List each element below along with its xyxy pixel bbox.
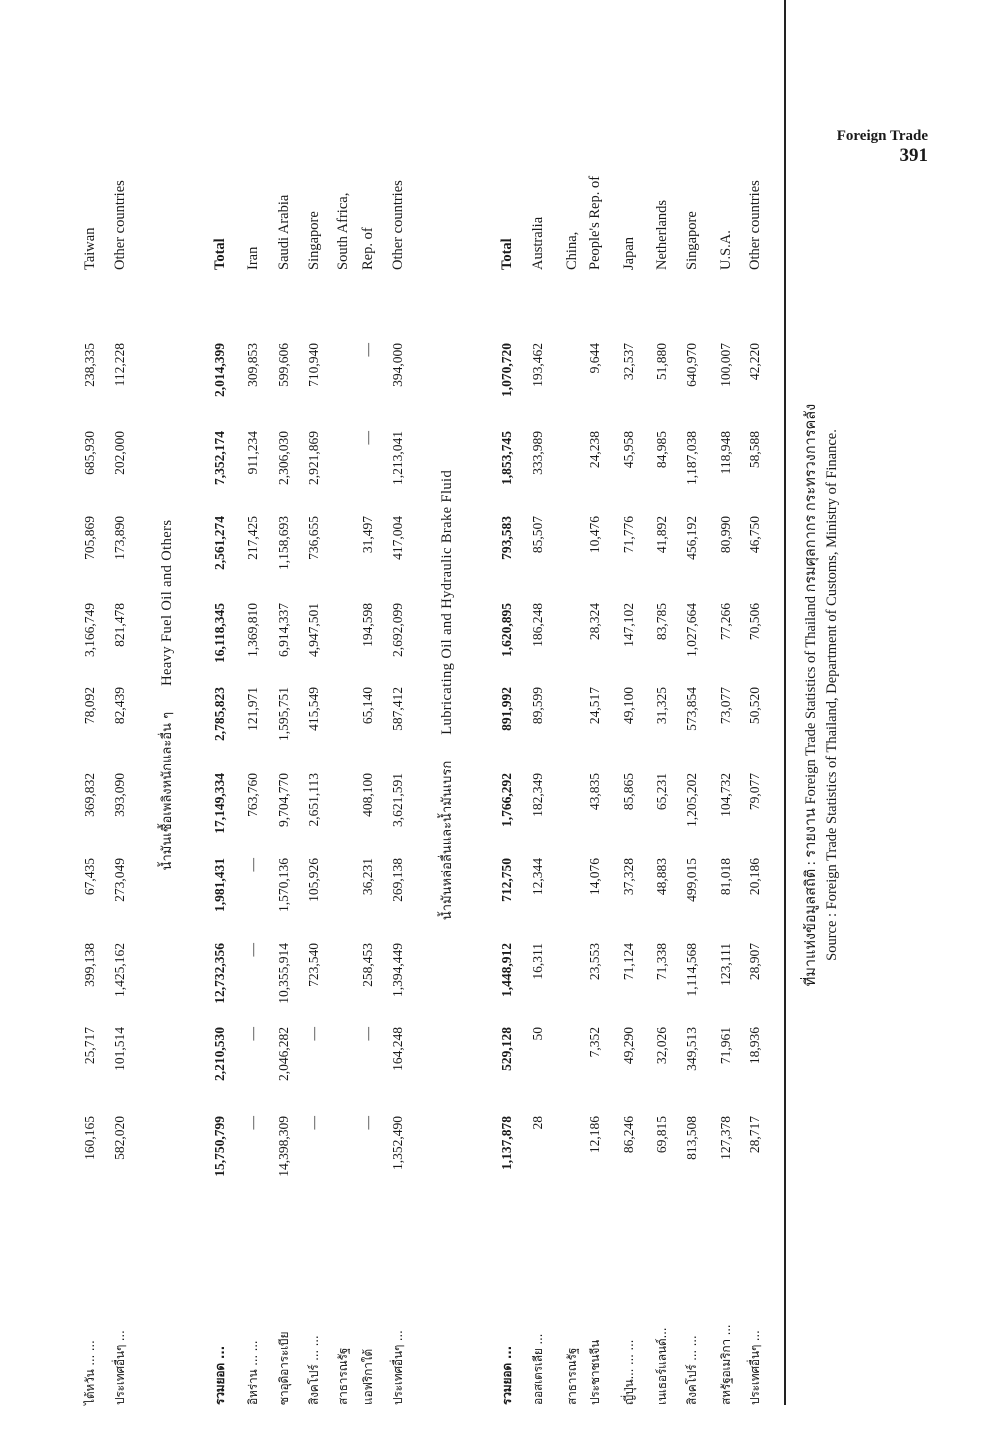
- cell-value: 813,508: [684, 1116, 699, 1160]
- cell-value: 28,907: [747, 943, 762, 981]
- row-label-english: Japan: [621, 236, 637, 270]
- cell-value: 82,439: [112, 687, 127, 725]
- cell-value: 10,476: [587, 516, 602, 554]
- row-label-thai: ประเทศอื่นๆ ...: [748, 1330, 762, 1405]
- cell-value: 43,835: [587, 773, 602, 811]
- cell-value: 1,394,449: [390, 943, 405, 997]
- cell-value: 69,815: [654, 1116, 669, 1154]
- cell-value: 193,462: [530, 343, 545, 387]
- row-label-thai: เนเธอร์แลนด์...: [655, 1327, 669, 1405]
- cell-value: 58,588: [747, 431, 762, 469]
- row-label-english: Rep. of: [360, 227, 376, 270]
- row-label-thai: รวมยอด ...: [213, 1346, 227, 1405]
- cell-value: 349,513: [684, 1027, 699, 1071]
- cell-value: —: [360, 431, 375, 445]
- section-title-thai: น้ำมันเชื้อเพลิงหนักและอื่น ๆ: [160, 711, 175, 871]
- cell-value: 573,854: [684, 687, 699, 731]
- cell-value: 112,228: [112, 343, 127, 387]
- cell-value: 821,478: [112, 603, 127, 647]
- cell-value: 2,306,030: [276, 431, 291, 485]
- row-label-english: Australia: [530, 216, 546, 270]
- cell-value: 408,100: [360, 773, 375, 817]
- section-heading: [437, 0, 457, 1405]
- cell-value: —: [245, 1027, 260, 1041]
- cell-value: 2,692,099: [390, 603, 405, 657]
- cell-value: 81,018: [718, 858, 733, 896]
- cell-value: 1,448,912: [499, 943, 514, 997]
- cell-value: 42,220: [747, 343, 762, 381]
- cell-value: 6,914,337: [276, 603, 291, 657]
- cell-value: 14,076: [587, 858, 602, 896]
- row-label-thai: ซาอุดิอาระเบีย: [277, 1331, 291, 1405]
- cell-value: 1,137,878: [499, 1116, 514, 1170]
- cell-value: 7,352,174: [212, 431, 227, 485]
- cell-value: 269,138: [390, 858, 405, 902]
- cell-value: 10,355,914: [276, 943, 291, 1004]
- cell-value: 24,238: [587, 431, 602, 469]
- cell-value: 2,561,274: [212, 516, 227, 570]
- cell-value: 1,766,292: [499, 773, 514, 827]
- cell-value: 65,140: [360, 687, 375, 725]
- page-header: [837, 128, 928, 167]
- cell-value: 147,102: [621, 603, 636, 647]
- row-label-thai: ประเทศอื่นๆ ...: [391, 1330, 405, 1405]
- cell-value: 763,760: [245, 773, 260, 817]
- cell-value: 309,853: [245, 343, 260, 387]
- cell-value: 186,248: [530, 603, 545, 647]
- cell-value: 529,128: [499, 1027, 514, 1071]
- cell-value: 100,007: [718, 343, 733, 387]
- cell-value: 67,435: [82, 858, 97, 896]
- section-heading: [157, 0, 177, 1405]
- cell-value: 599,606: [276, 343, 291, 387]
- cell-value: 12,344: [530, 858, 545, 896]
- row-label-thai: สิงคโปร์ ... ...: [307, 1335, 321, 1405]
- cell-value: 123,111: [718, 943, 733, 986]
- cell-value: 705,869: [82, 516, 97, 560]
- cell-value: 1,187,038: [684, 431, 699, 485]
- cell-value: 45,958: [621, 431, 636, 469]
- row-label-thai: สาธารณรัฐ: [336, 1347, 350, 1405]
- cell-value: 78,092: [82, 687, 97, 725]
- cell-value: 49,290: [621, 1027, 636, 1065]
- row-label-english: People's Rep. of: [587, 175, 603, 270]
- cell-value: —: [360, 1116, 375, 1130]
- cell-value: 41,892: [654, 516, 669, 554]
- cell-value: 24,517: [587, 687, 602, 725]
- cell-value: 50: [530, 1027, 545, 1041]
- cell-value: 65,231: [654, 773, 669, 811]
- cell-value: 86,246: [621, 1116, 636, 1154]
- row-label-english: Iran: [245, 246, 261, 270]
- cell-value: 1,352,490: [390, 1116, 405, 1170]
- cell-value: 415,549: [306, 687, 321, 731]
- cell-value: 1,213,041: [390, 431, 405, 485]
- cell-value: 101,514: [112, 1027, 127, 1071]
- cell-value: 18,936: [747, 1027, 762, 1065]
- cell-value: —: [360, 343, 375, 357]
- cell-value: 73,077: [718, 687, 733, 725]
- cell-value: 1,369,810: [245, 603, 260, 657]
- row-label-thai: ประชาชนจีน: [588, 1339, 602, 1405]
- cell-value: 202,000: [112, 431, 127, 475]
- row-label-english: Singapore: [684, 211, 700, 270]
- page-number: 391: [899, 145, 928, 166]
- cell-value: 71,961: [718, 1027, 733, 1065]
- cell-value: 238,335: [82, 343, 97, 387]
- cell-value: 83,785: [654, 603, 669, 641]
- cell-value: 1,620,895: [499, 603, 514, 657]
- cell-value: 164,248: [390, 1027, 405, 1071]
- cell-value: 28,717: [747, 1116, 762, 1154]
- divider: [784, 0, 786, 1405]
- cell-value: 712,750: [499, 858, 514, 902]
- cell-value: 79,077: [747, 773, 762, 811]
- cell-value: 15,750,799: [212, 1116, 227, 1177]
- cell-value: 85,507: [530, 516, 545, 554]
- row-label-english: Netherlands: [654, 199, 670, 270]
- cell-value: 3,166,749: [82, 603, 97, 657]
- cell-value: 333,989: [530, 431, 545, 475]
- cell-value: 77,266: [718, 603, 733, 641]
- cell-value: 2,210,530: [212, 1027, 227, 1081]
- cell-value: 194,598: [360, 603, 375, 647]
- cell-value: 911,234: [245, 431, 260, 475]
- row-label-thai: แอฟริกาใต้: [361, 1349, 375, 1405]
- row-label-thai: อิหร่าน ... ...: [246, 1340, 260, 1405]
- section-title-thai: น้ำมันหล่อลื่นและน้ำมันเบรก: [440, 760, 455, 921]
- section-title-english: Heavy Fuel Oil and Others: [159, 519, 175, 686]
- cell-value: 31,497: [360, 516, 375, 554]
- cell-value: —: [245, 858, 260, 872]
- cell-value: 71,124: [621, 943, 636, 981]
- cell-value: 2,014,399: [212, 343, 227, 397]
- row-label-english: South Africa,: [335, 192, 351, 270]
- cell-value: —: [245, 1116, 260, 1130]
- cell-value: 1,158,693: [276, 516, 291, 570]
- row-label-thai: สิงคโปร์ ... ...: [685, 1335, 699, 1405]
- cell-value: 685,930: [82, 431, 97, 475]
- cell-value: 2,921,869: [306, 431, 321, 485]
- cell-value: 399,138: [82, 943, 97, 987]
- cell-value: 640,970: [684, 343, 699, 387]
- cell-value: 12,186: [587, 1116, 602, 1154]
- cell-value: 173,890: [112, 516, 127, 560]
- cell-value: 2,785,823: [212, 687, 227, 741]
- source-english: Source : Foreign Trade Statistics of Thailand, Department of Customs, Ministry of Finance.: [824, 429, 840, 961]
- row-label-thai: สาธารณรัฐ: [565, 1347, 579, 1405]
- cell-value: 369,832: [82, 773, 97, 817]
- row-label-english: Total: [499, 238, 515, 270]
- row-label-english: China,: [564, 231, 580, 270]
- cell-value: 48,883: [654, 858, 669, 896]
- cell-value: 32,026: [654, 1027, 669, 1065]
- cell-value: 723,540: [306, 943, 321, 987]
- cell-value: 393,090: [112, 773, 127, 817]
- cell-value: 1,853,745: [499, 431, 514, 485]
- cell-value: 417,004: [390, 516, 405, 560]
- cell-value: 71,776: [621, 516, 636, 554]
- cell-value: 16,311: [530, 943, 545, 980]
- cell-value: 16,118,345: [212, 603, 227, 664]
- source-thai: ที่มาแห่งข้อมูลสถิติ : รายงาน Foreign Trade Statistics of Thailand กรมศุลกากร กระทรวงการคลัง: [803, 403, 819, 987]
- cell-value: 9,644: [587, 343, 602, 374]
- cell-value: 1,070,720: [499, 343, 514, 397]
- cell-value: 7,352: [587, 1027, 602, 1058]
- row-label-english: Taiwan: [82, 227, 98, 270]
- cell-value: 2,651,113: [306, 773, 321, 827]
- cell-value: 891,992: [499, 687, 514, 731]
- cell-value: 1,981,431: [212, 858, 227, 912]
- cell-value: 32,537: [621, 343, 636, 381]
- row-label-english: Saudi Arabia: [276, 194, 292, 270]
- cell-value: 71,338: [654, 943, 669, 981]
- cell-value: 84,985: [654, 431, 669, 469]
- row-label-english: Other countries: [390, 180, 406, 270]
- row-label-english: Singapore: [306, 211, 322, 270]
- cell-value: 85,865: [621, 773, 636, 811]
- cell-value: 258,453: [360, 943, 375, 987]
- cell-value: 17,149,334: [212, 773, 227, 834]
- cell-value: 710,940: [306, 343, 321, 387]
- cell-value: 160,165: [82, 1116, 97, 1160]
- cell-value: 1,595,751: [276, 687, 291, 741]
- cell-value: 89,599: [530, 687, 545, 725]
- cell-value: 51,880: [654, 343, 669, 381]
- cell-value: 49,100: [621, 687, 636, 725]
- section-title: Foreign Trade: [836, 128, 928, 144]
- cell-value: 182,349: [530, 773, 545, 817]
- cell-value: 70,506: [747, 603, 762, 641]
- cell-value: —: [360, 1027, 375, 1041]
- cell-value: 1,425,162: [112, 943, 127, 997]
- cell-value: 31,325: [654, 687, 669, 725]
- cell-value: —: [245, 943, 260, 957]
- cell-value: 394,000: [390, 343, 405, 387]
- cell-value: 80,990: [718, 516, 733, 554]
- row-label-thai: ญี่ปุ่น... ... ...: [622, 1339, 636, 1405]
- row-label-thai: รวมยอด ...: [500, 1346, 514, 1405]
- cell-value: 104,732: [718, 773, 733, 817]
- cell-value: 273,049: [112, 858, 127, 902]
- cell-value: 20,186: [747, 858, 762, 896]
- cell-value: 127,378: [718, 1116, 733, 1160]
- cell-value: 736,655: [306, 516, 321, 560]
- rotated-table: [72, 0, 840, 1405]
- cell-value: 1,570,136: [276, 858, 291, 912]
- cell-value: 12,732,356: [212, 943, 227, 1004]
- cell-value: 9,704,770: [276, 773, 291, 827]
- cell-value: —: [306, 1027, 321, 1041]
- row-label-english: Other countries: [747, 180, 763, 270]
- cell-value: 14,398,309: [276, 1116, 291, 1177]
- row-label-english: U.S.A.: [718, 230, 734, 270]
- cell-value: 105,926: [306, 858, 321, 902]
- row-label-thai: ออสเตรเลีย ...: [531, 1333, 545, 1405]
- cell-value: 46,750: [747, 516, 762, 554]
- cell-value: 50,520: [747, 687, 762, 725]
- cell-value: 499,015: [684, 858, 699, 902]
- cell-value: 28,324: [587, 603, 602, 641]
- cell-value: 118,948: [718, 431, 733, 475]
- cell-value: 1,205,202: [684, 773, 699, 827]
- cell-value: 25,717: [82, 1027, 97, 1065]
- cell-value: 36,231: [360, 858, 375, 896]
- cell-value: 793,583: [499, 516, 514, 560]
- cell-value: —: [306, 1116, 321, 1130]
- cell-value: 4,947,501: [306, 603, 321, 657]
- cell-value: 1,114,568: [684, 943, 699, 997]
- row-label-thai: ประเทศอื่นๆ ...: [113, 1330, 127, 1405]
- section-title-english: Lubricating Oil and Hydraulic Brake Fluid: [439, 469, 455, 735]
- row-label-english: Total: [212, 238, 228, 270]
- cell-value: 37,328: [621, 858, 636, 896]
- cell-value: 217,425: [245, 516, 260, 560]
- row-label-thai: สหรัฐอเมริกา ...: [719, 1324, 733, 1405]
- cell-value: 121,971: [245, 687, 260, 731]
- cell-value: 1,027,664: [684, 603, 699, 657]
- cell-value: 587,412: [390, 687, 405, 731]
- cell-value: 3,621,591: [390, 773, 405, 827]
- cell-value: 28: [530, 1116, 545, 1130]
- cell-value: 2,046,282: [276, 1027, 291, 1081]
- row-label-english: Other countries: [112, 180, 128, 270]
- row-label-thai: ไต้หวัน ... ...: [83, 1340, 97, 1405]
- cell-value: 582,020: [112, 1116, 127, 1160]
- cell-value: 456,192: [684, 516, 699, 560]
- cell-value: 23,553: [587, 943, 602, 981]
